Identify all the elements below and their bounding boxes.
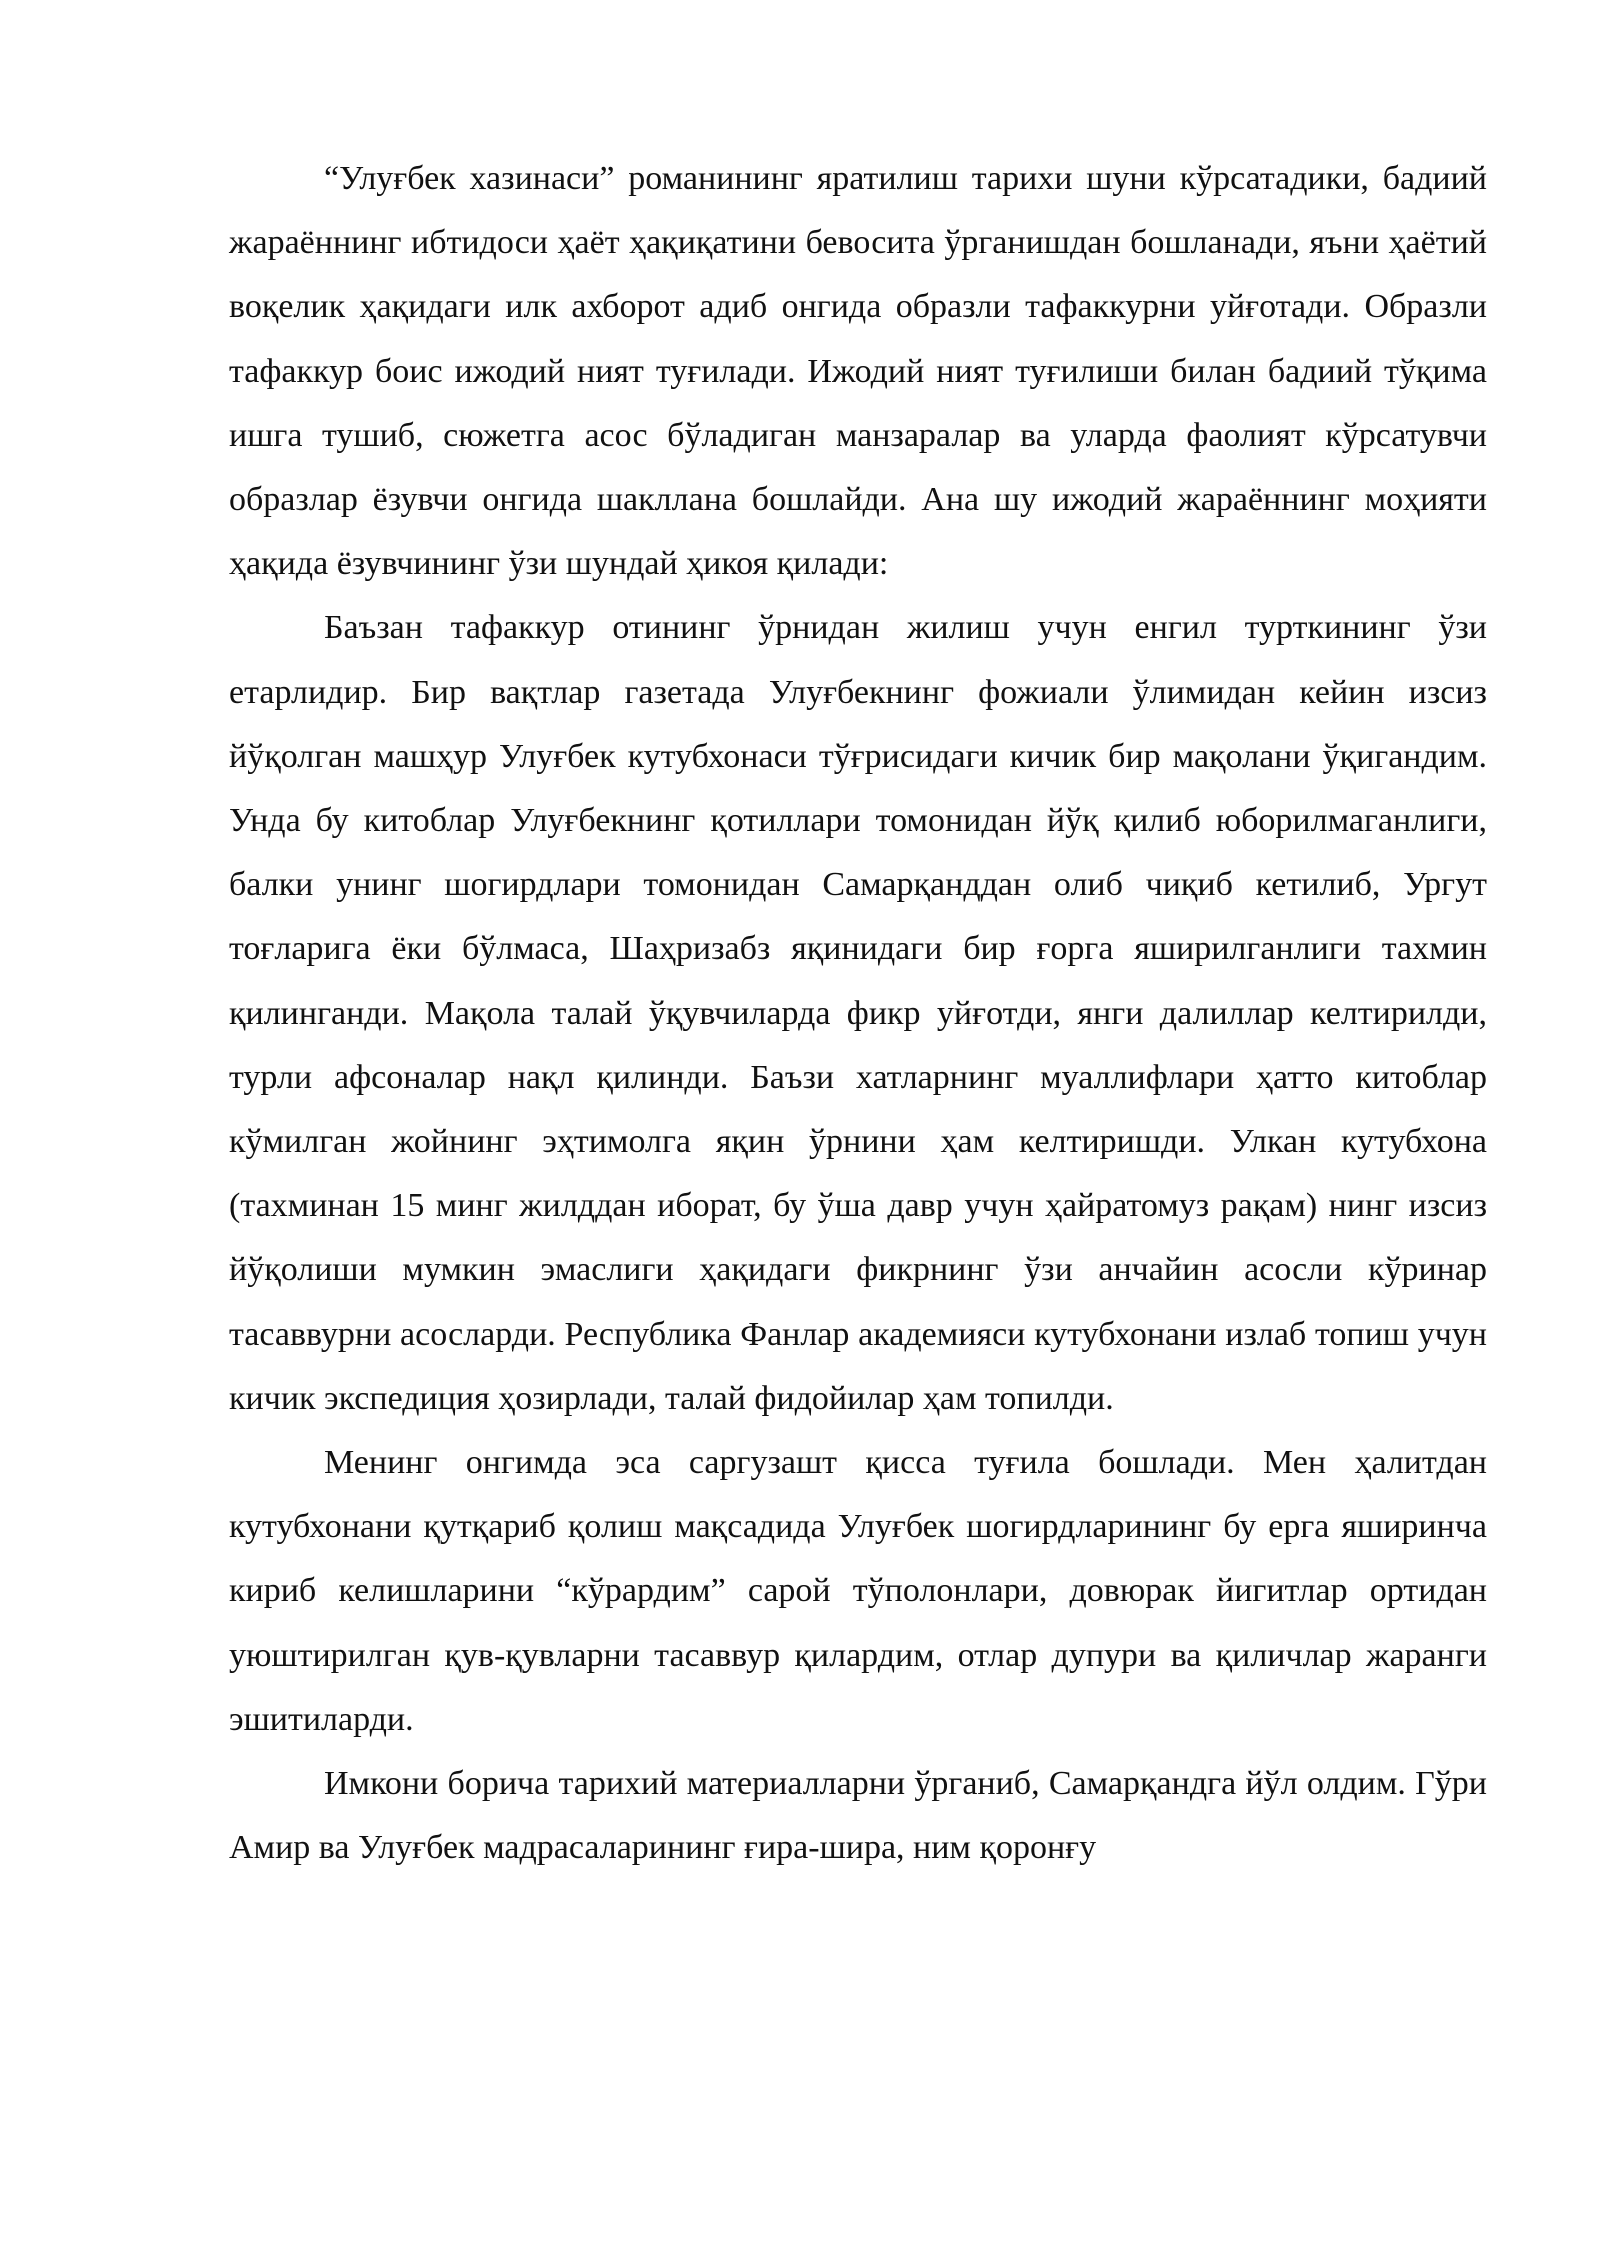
paragraph: “Улуғбек хазинаси” романининг яратилиш тарихи шуни кўрсатадики, бадиий жараённинг ибтидоси ҳаёт ҳақиқатини бевосита ўрганишдан бошланади, яъни ҳаётий воқелик ҳақидаги илк ахборот адиб онгида образли тафаккурни уйғотади. Образли тафаккур боис ижодий ният туғилади. Ижодий ният туғилиши билан бадиий тўқима ишга тушиб, сюжетга асос бўладиган манзаралар ва уларда фаолият кўрсатувчи образлар ёзувчи онгида шакллана бошлайди. Ана шу ижодий жараённинг моҳияти ҳақида ёзувчининг ўзи шундай ҳикоя қилади: (229, 160, 1487, 583)
paragraph: Менинг онгимда эса саргузашт қисса туғила бошлади. Мен ҳалитдан кутубхонани қутқариб қолиш мақсадида Улуғбек шогирдларининг бу ерга яширинча кириб келишларини “кўрардим” сарой тўполонлари, довюрак йигитлар ортидан уюштирилган қув-қувларни тасаввур қилардим, отлар дупури ва қиличлар жаранги эшитиларди. (229, 1444, 1487, 1738)
paragraph: Имкони борича тарихий материалларни ўрганиб, Самарқандга йўл олдим. Гўри Амир ва Улуғбек мадрасаларининг ғира-шира, ним қоронғу (229, 1765, 1487, 1867)
paragraph: Баъзан тафаккур отининг ўрнидан жилиш учун енгил турткининг ўзи етарлидир. Бир вақтлар газетада Улуғбекнинг фожиали ўлимидан кейин изсиз йўқолган машҳур Улуғбек кутубхонаси тўғрисидаги кичик бир мақолани ўқигандим. Унда бу китоблар Улуғбекнинг қотиллари томонидан йўқ қилиб юборилмаганлиги, балки унинг шогирдлари томонидан Самарқанддан олиб чиқиб кетилиб, Ургут тоғларига ёки бўлмаса, Шаҳризабз яқинидаги бир ғорга яширилганлиги тахмин қилинганди. Мақола талай ўқувчиларда фикр уйғотди, янги далиллар келтирилди, турли афсоналар нақл қилинди. Баъзи хатларнинг муаллифлари ҳатто китоблар кўмилган жойнинг эҳтимолга яқин ўрнини ҳам келтиришди. Улкан кутубхона (тахминан 15 минг жилддан иборат, бу ўша давр учун ҳайратомуз рақам) нинг изсиз йўқолиши мумкин эмаслиги ҳақидаги фикрнинг ўзи анчайин асосли кўринар тасаввурни асосларди. Республика Фанлар академияси кутубхонани излаб топиш учун кичик экспедиция ҳозирлади, талай фидойилар ҳам топилди. (229, 609, 1487, 1417)
document-body (229, 147, 1487, 1880)
